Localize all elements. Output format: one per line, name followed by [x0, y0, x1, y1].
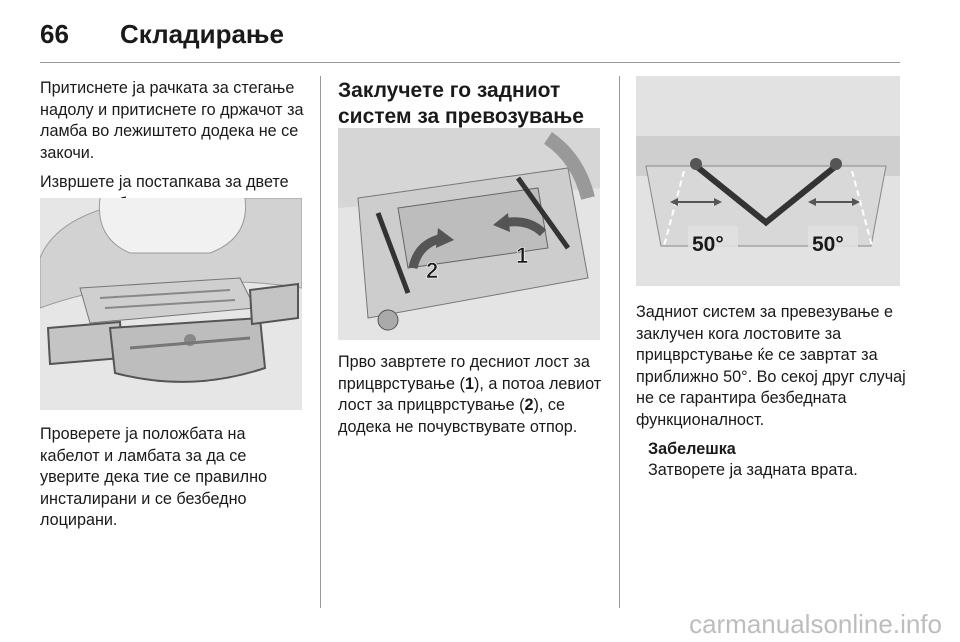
text-segment: ), се додека не почувствувате отпор. [338, 396, 578, 436]
watermark: carmanualsonline.info [689, 609, 942, 639]
header-divider [40, 62, 900, 63]
figure-locking-levers [338, 128, 600, 340]
lever-angles-illustration [636, 76, 900, 286]
instruction-paragraph: Притиснете ја рачката за стегање надолу и притиснете го држачот за ламба во лежиштето додека не се закочи. [40, 79, 304, 162]
column-middle-lower [338, 352, 608, 446]
figure-label-1: 1 [516, 243, 529, 268]
angle-label-right: 50° [812, 233, 844, 256]
figure-lamp-holder [40, 198, 302, 410]
column-divider [619, 76, 620, 608]
page-header [40, 14, 284, 54]
angle-label-left: 50° [692, 233, 724, 256]
column-divider [320, 76, 321, 608]
instruction-paragraph: Задниот систем за превезување е заклучен кога лостовите за прицврстување ќе се завртат за приближно 50°. Во секој друг случај не се гарантира безбедната функционалност. [636, 303, 906, 429]
column-right-lower [636, 302, 910, 481]
page-title: Складирање [120, 18, 284, 49]
note-body: Затворете ја задната врата. [648, 461, 858, 479]
instruction-paragraph [338, 352, 608, 438]
note-block [636, 439, 910, 481]
instruction-paragraph: Извршете ја постапкава за двете [40, 173, 289, 191]
text-segment: Прво завртете го десниот лост за прицврстување ( [338, 353, 590, 393]
note-title: Забелешка [648, 440, 736, 458]
figure-label-2: 2 [426, 258, 439, 283]
column-middle [338, 78, 608, 130]
locking-levers-illustration [338, 128, 600, 340]
instruction-paragraph: Проверете ја положбата на кабелот и ламбата за да се уверите дека тие се правилно инсталирани и се безбедно лоцирани. [40, 425, 268, 529]
section-title: Заклучете го задниот систем за превозување [338, 79, 584, 128]
lamp-holder-illustration [40, 198, 302, 410]
page-number: 66 [40, 18, 69, 49]
column-left-lower [40, 424, 308, 540]
lever-number-1: 1 [464, 374, 474, 393]
text-segment: ), а потоа левиот лост за прицврстување ( [338, 374, 602, 414]
figure-lever-angles [636, 76, 900, 286]
lever-number-2: 2 [524, 396, 534, 414]
